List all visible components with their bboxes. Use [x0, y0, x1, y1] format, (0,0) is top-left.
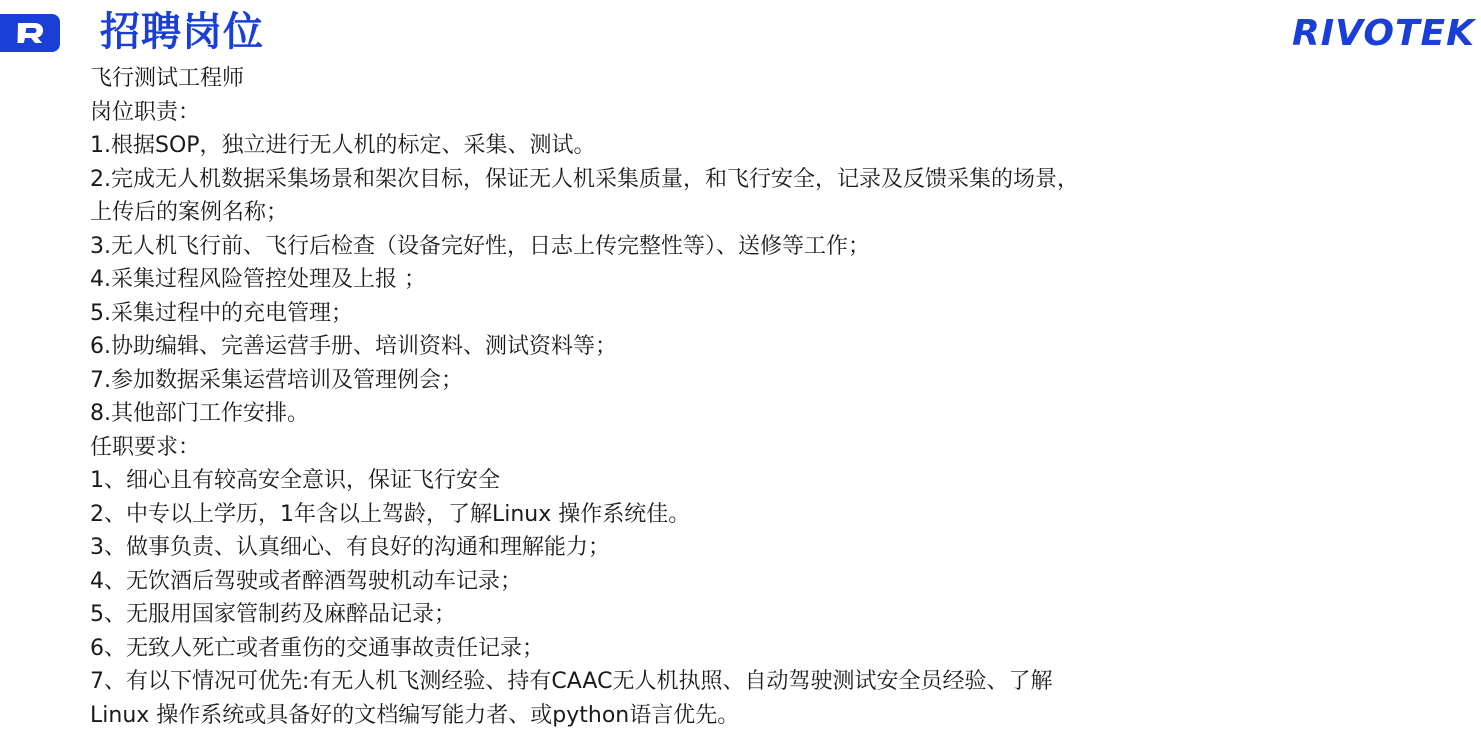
duty-item: 5.采集过程中的充电管理； — [90, 297, 1390, 331]
job-description — [90, 62, 1390, 732]
section-heading-duties: 岗位职责： — [90, 96, 1390, 130]
duty-item-continued: 上传后的案例名称； — [90, 196, 1390, 230]
duty-item: 4.采集过程风险管控处理及上报 ； — [90, 263, 1390, 297]
r-logo-icon — [14, 21, 46, 45]
duty-item: 7.参加数据采集运营培训及管理例会； — [90, 364, 1390, 398]
job-title: 飞行测试工程师 — [90, 62, 1390, 96]
requirement-item: 1、细心且有较高安全意识，保证飞行安全 — [90, 464, 1390, 498]
duty-item: 3.无人机飞行前、飞行后检查（设备完好性，日志上传完整性等）、送修等工作； — [90, 230, 1390, 264]
page-title: 招聘岗位 — [100, 8, 264, 56]
requirement-item: 2、中专以上学历，1年含以上驾龄，了解Linux 操作系统佳。 — [90, 498, 1390, 532]
section-heading-requirements: 任职要求： — [90, 431, 1390, 465]
requirement-item: 5、无服用国家管制药及麻醉品记录； — [90, 598, 1390, 632]
requirement-item: 3、做事负责、认真细心、有良好的沟通和理解能力； — [90, 531, 1390, 565]
rivotek-logo: RIVOTEK — [1292, 12, 1475, 56]
brand-badge — [0, 14, 60, 52]
duty-item: 1.根据SOP，独立进行无人机的标定、采集、测试。 — [90, 129, 1390, 163]
requirement-item-continued: Linux 操作系统或具备好的文档编写能力者、或python语言优先。 — [90, 699, 1390, 732]
requirement-item: 7、有以下情况可优先:有无人机飞测经验、持有CAAC无人机执照、自动驾驶测试安全员经验、了解 — [90, 665, 1390, 699]
duty-item: 8.其他部门工作安排。 — [90, 397, 1390, 431]
requirement-item: 6、无致人死亡或者重伤的交通事故责任记录； — [90, 632, 1390, 666]
requirement-item: 4、无饮酒后驾驶或者醉酒驾驶机动车记录； — [90, 565, 1390, 599]
duty-item: 2.完成无人机数据采集场景和架次目标，保证无人机采集质量，和飞行安全，记录及反馈采集的场景， — [90, 163, 1390, 197]
duty-item: 6.协助编辑、完善运营手册、培训资料、测试资料等； — [90, 330, 1390, 364]
header — [0, 0, 1481, 58]
